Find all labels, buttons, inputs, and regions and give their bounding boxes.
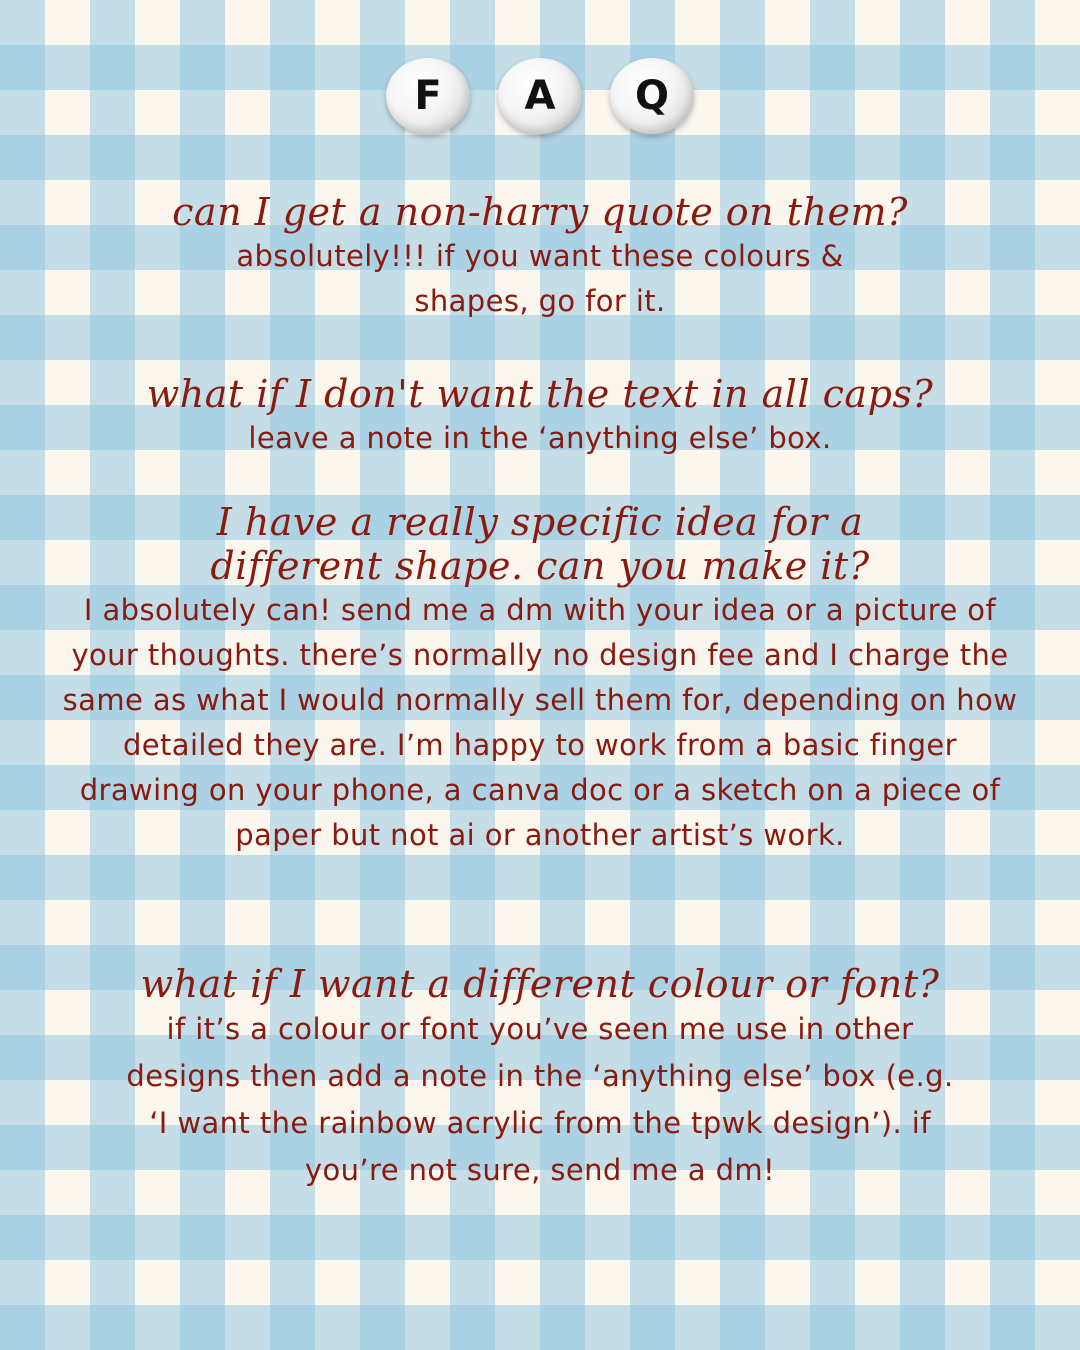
faq-answer: absolutely!!! if you want these colours & shapes, go for it. bbox=[236, 239, 844, 318]
bead-letter-q: Q bbox=[610, 58, 694, 134]
faq-question: I have a really specific idea for a different shape. can you make it? bbox=[210, 500, 870, 588]
faq-item-2 bbox=[40, 372, 1040, 461]
faq-question: what if I don't want the text in all caps? bbox=[146, 372, 934, 416]
faq-bead-title bbox=[0, 58, 1080, 134]
faq-question: can I get a non-harry quote on them? bbox=[172, 190, 908, 234]
faq-question: what if I want a different colour or font? bbox=[140, 962, 940, 1006]
faq-item-4 bbox=[40, 962, 1040, 1194]
faq-answer: leave a note in the ‘anything else’ box. bbox=[248, 421, 832, 455]
faq-answer: I absolutely can! send me a dm with your idea or a picture of your thoughts. there’s normally no design fee and I charge the same as what I would normally sell them for, depending on how detailed they are. I’m happy to work from a basic finger drawing on your phone, a canva doc or a sketch on a piece of paper but not ai or another artist’s work. bbox=[62, 593, 1018, 852]
faq-item-3 bbox=[40, 500, 1040, 858]
faq-item-1 bbox=[40, 190, 1040, 324]
bead-letter-f: F bbox=[386, 58, 470, 134]
faq-answer: if it’s a colour or font you’ve seen me use in other designs then add a note in the ‘anything else’ box (e.g. ‘I want the rainbow acrylic from the tpwk design’). if you’re not sure, send me a dm! bbox=[126, 1012, 954, 1187]
bead-letter-a: A bbox=[498, 58, 582, 134]
